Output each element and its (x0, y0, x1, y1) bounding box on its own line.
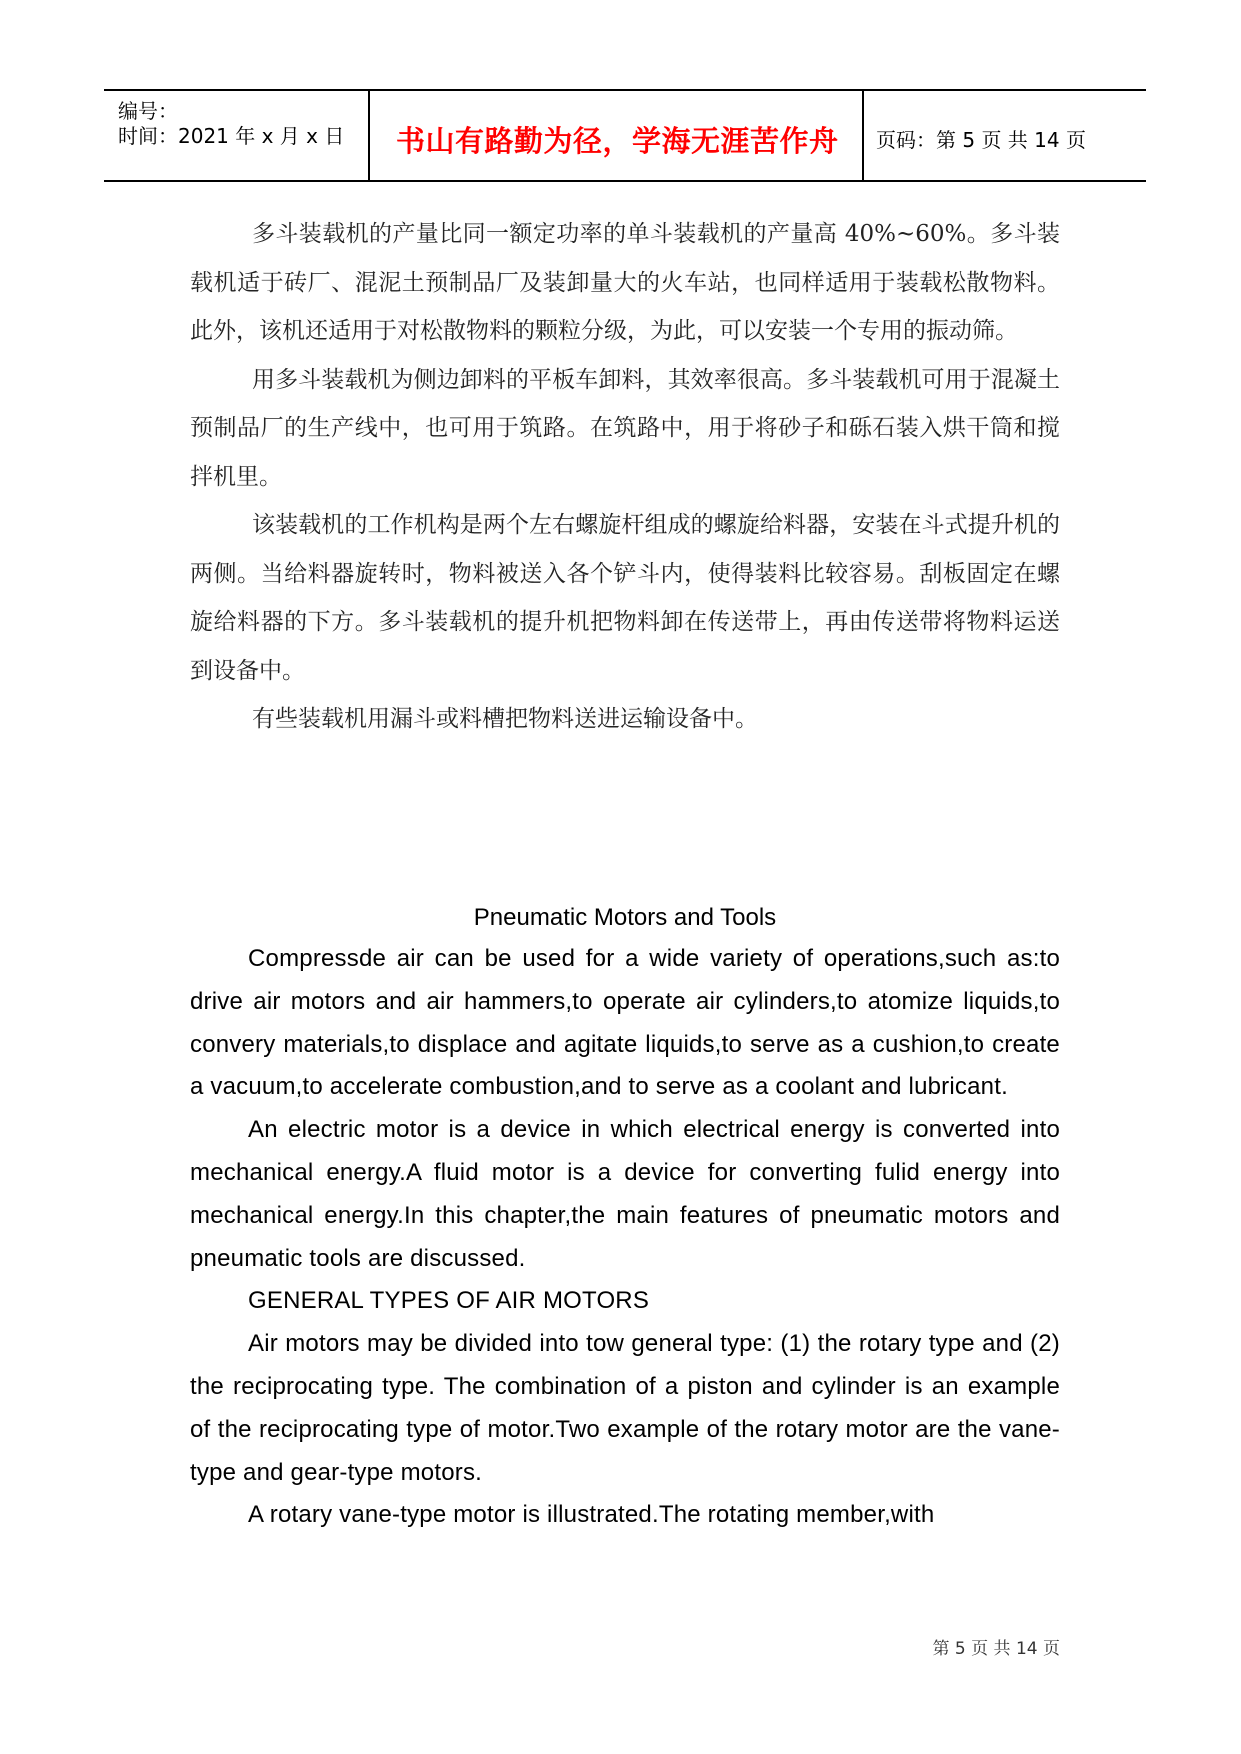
paragraph: 有些装载机用漏斗或料槽把物料送进运输设备中。 (252, 706, 758, 732)
paragraph: 用多斗装载机为侧边卸料的平板车卸料，其效率很高。多斗装载机可用于混凝土预制品厂的生产线中，也可用于筑路。在筑路中，用于将砂子和砾石装入烘干筒和搅拌机里。 (190, 366, 1060, 490)
page-footer: 第 5 页 共 14 页 (932, 1639, 1060, 1659)
paragraph: A rotary vane-type motor is illustrated.The rotating member,with (248, 1501, 935, 1529)
chinese-text-section (190, 210, 1060, 744)
section-title: Pneumatic Motors and Tools (473, 904, 777, 931)
header-motto-cell (370, 91, 864, 180)
paragraph: 多斗装载机的产量比同一额定功率的单斗装载机的产量高 40%~60%。多斗装载机适于砖厂、混泥土预制品厂及装卸量大的火车站，也同样适用于装载松散物料。此外，该机还适用于对松散物料的颗粒分级，为此，可以安装一个专用的振动筛。 (190, 221, 1060, 344)
english-text-section (190, 938, 1060, 1537)
paragraph: Compressde air can be used for a wide variety of operations,such as:to drive air motors and air hammers,to operate air cylinders,to atomize liquids,to convery materials,to displace and agitate liquids,to serve as a cushion,to create a vacuum,to accelerate combustion,and to serve as a coolant and lubricant. (190, 945, 1060, 1101)
date-label: 时间：2021 年 x 月 x 日 (118, 124, 345, 148)
number-label: 编号： (118, 99, 178, 123)
header-info-cell (104, 91, 370, 180)
paragraph: An electric motor is a device in which electrical energy is converted into mechanical energy.A fluid motor is a device for converting fulid energy into mechanical energy.In this chapter,the main features of pneumatic motors and pneumatic tools are discussed. (190, 1116, 1060, 1272)
paragraph: Air motors may be divided into tow general type: (1) the rotary type and (2) the reciprocating type. The combination of a piston and cylinder is an example of the reciprocating type of motor.Two example of the rotary motor are the vane-type and gear-type motors. (190, 1330, 1060, 1486)
paragraph: 该装载机的工作机构是两个左右螺旋杆组成的螺旋给料器，安装在斗式提升机的两侧。当给料器旋转时，物料被送入各个铲斗内，使得装料比较容易。刮板固定在螺旋给料器的下方。多斗装载机的提升机把物料卸在传送带上，再由传送带将物料运送到设备中。 (190, 512, 1060, 684)
header-page-cell (864, 91, 1146, 180)
document-header (104, 89, 1146, 182)
subheading: GENERAL TYPES OF AIR MOTORS (248, 1287, 650, 1315)
motto-text: 书山有路勤为径，学海无涯苦作舟 (396, 124, 839, 158)
page-code: 页码：第 5 页 共 14 页 (876, 128, 1086, 152)
